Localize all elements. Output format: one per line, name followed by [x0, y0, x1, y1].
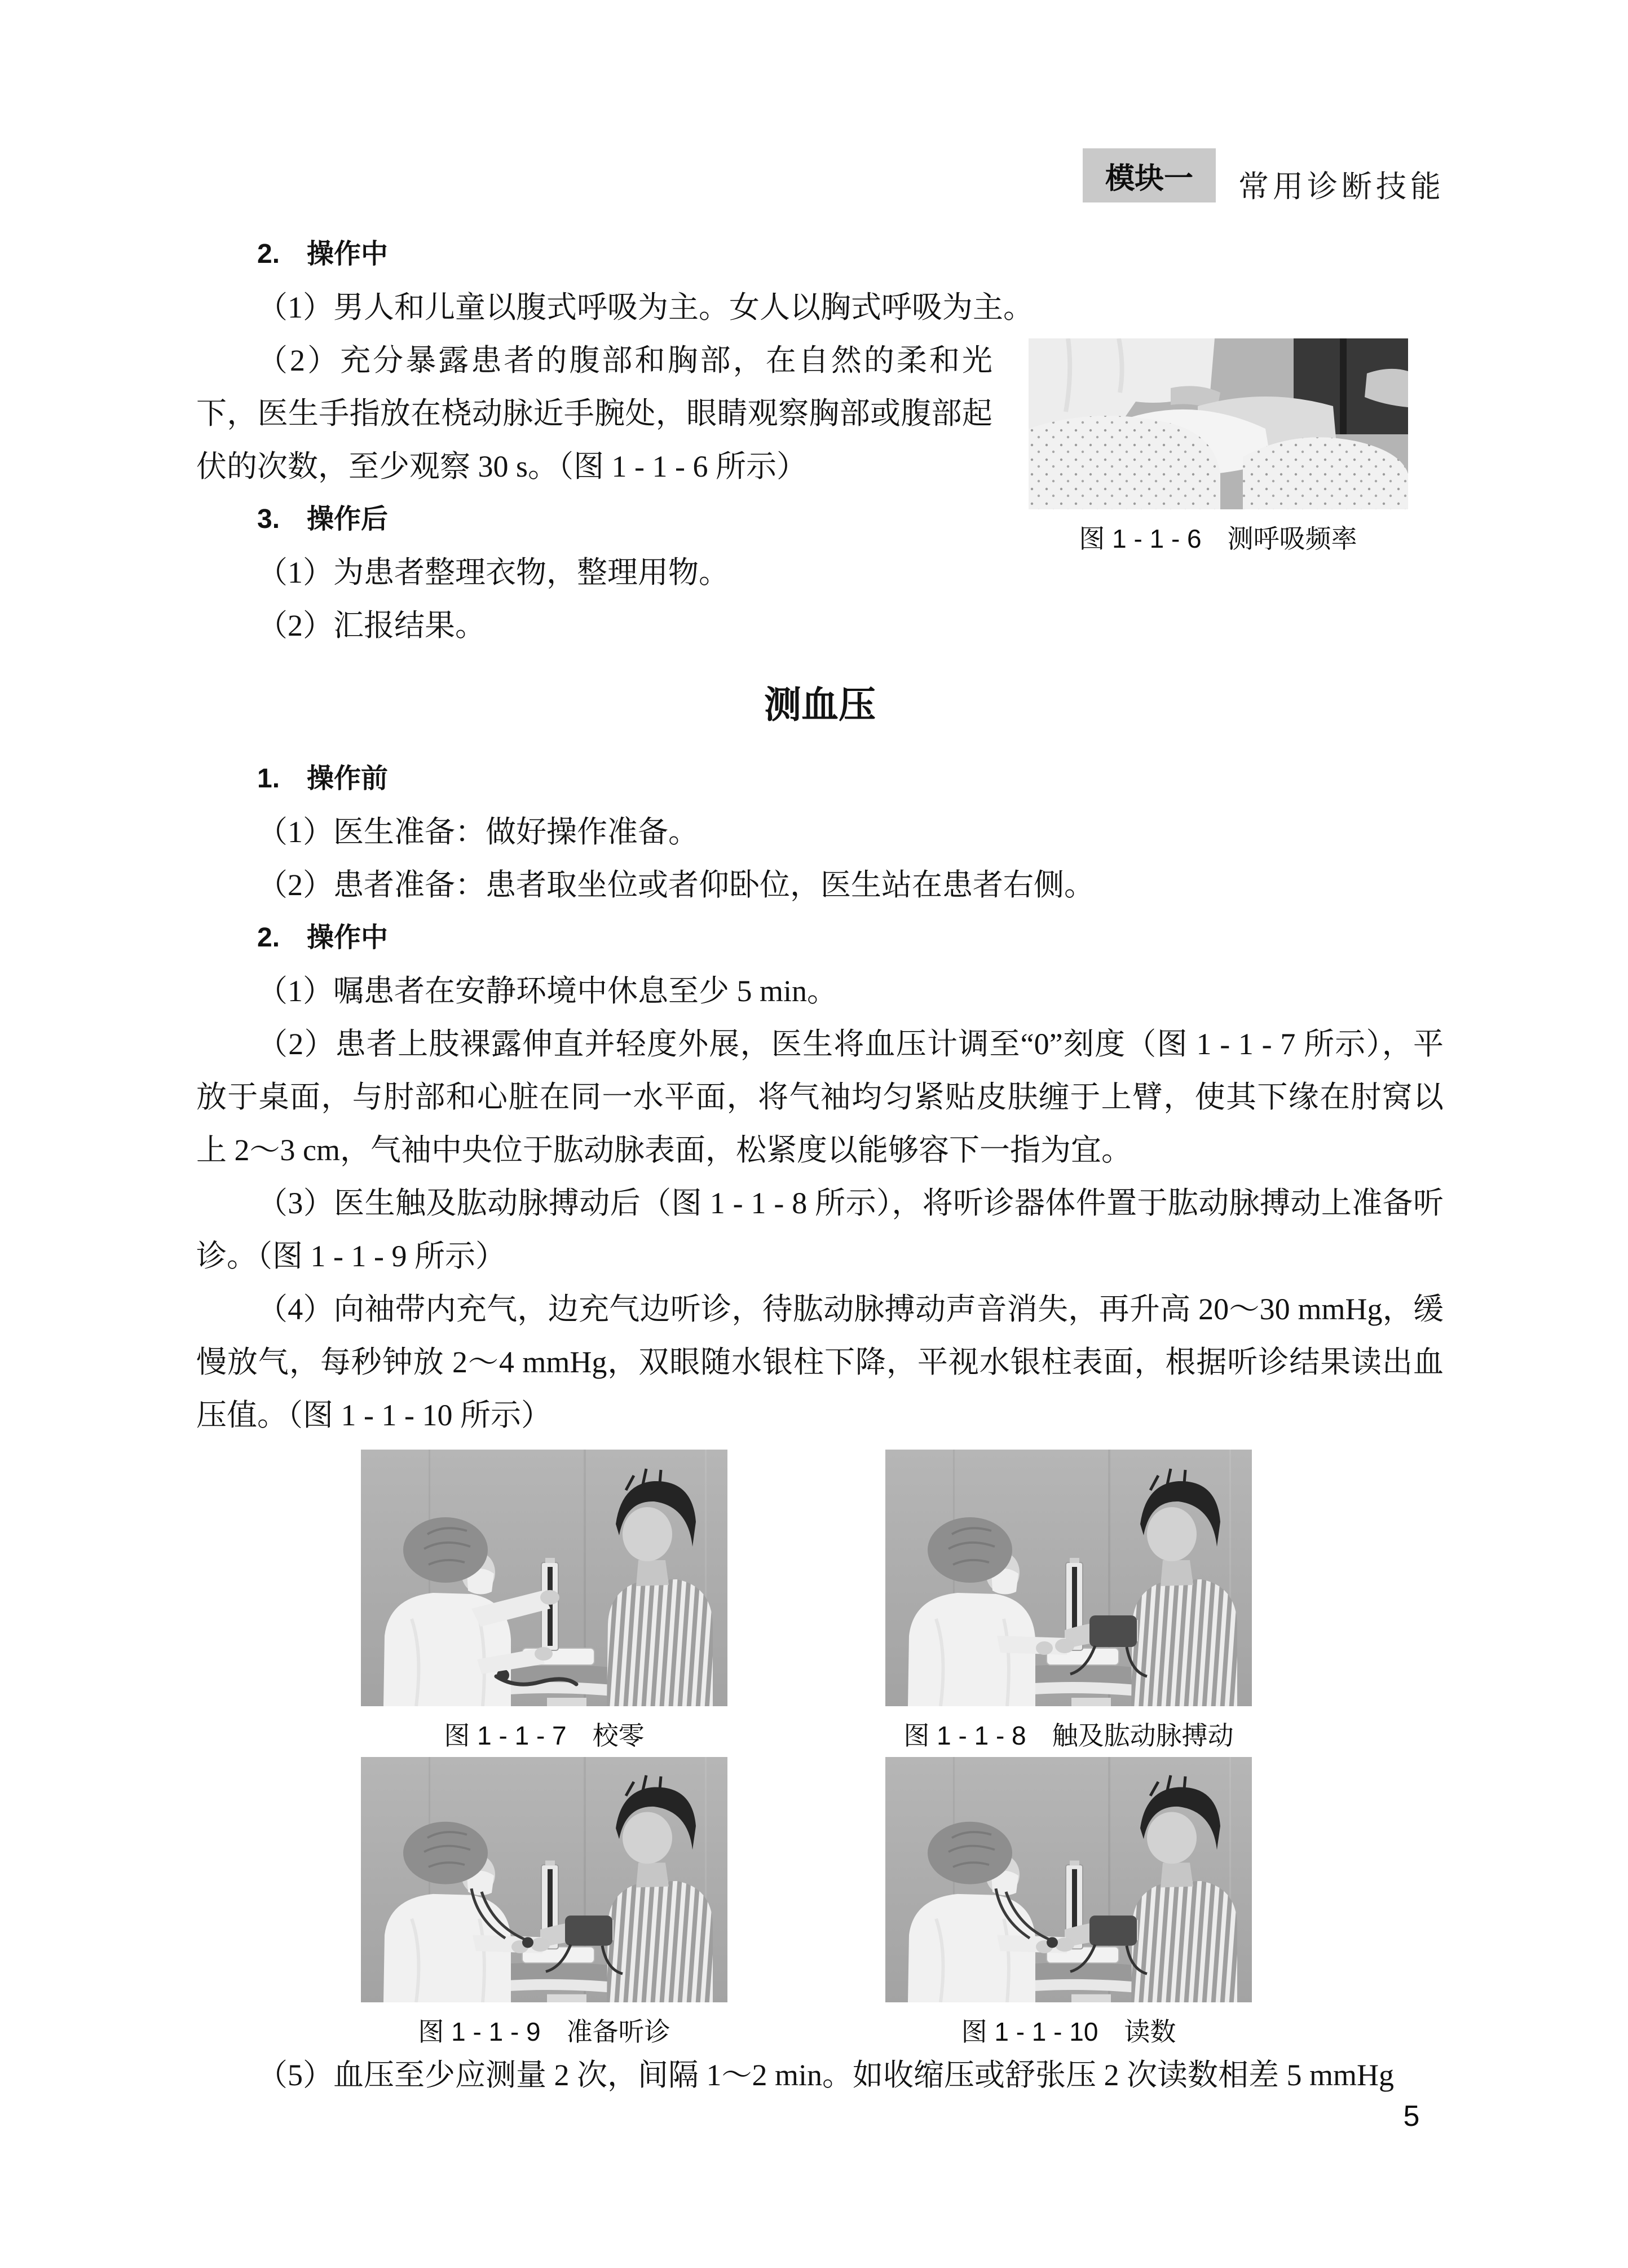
- header-module-label: 模块一: [1105, 162, 1193, 195]
- para-bp-2: （2）患者准备：患者取坐位或者仰卧位，医生站在患者右侧。: [257, 868, 1095, 902]
- figure-1-1-7-photo: [361, 1450, 727, 1706]
- heading-resp-during: 2. 操作中: [257, 239, 389, 269]
- para-bp-7: （5）血压至少应测量 2 次，间隔 1～2 min。如收缩压或舒张压 2 次读数相差 5 mmHg: [257, 2058, 1395, 2092]
- figure-1-1-9-caption: 图 1 - 1 - 9 准备听诊: [418, 2017, 670, 2046]
- respiration-measurement-photo: [1029, 338, 1408, 509]
- figure-1-1-7: [361, 1450, 727, 1752]
- figure-1-1-8-caption: 图 1 - 1 - 8 触及肱动脉搏动: [903, 1721, 1234, 1750]
- header-module-badge: [1083, 148, 1216, 202]
- bp-photo-grid: [361, 1450, 1252, 2049]
- bp-palpation-photo: [885, 1450, 1252, 1706]
- page-body: [196, 228, 1444, 2102]
- figure-1-1-10-caption: 图 1 - 1 - 10 读数: [961, 2017, 1176, 2046]
- figure-1-1-8-photo: [885, 1450, 1252, 1706]
- figure-1-1-10: [885, 1757, 1252, 2049]
- heading-resp-after: 3. 操作后: [257, 504, 389, 534]
- figure-1-1-8: [885, 1450, 1252, 1752]
- para-bp-3: （1）嘱患者在安静环境中休息至少 5 min。: [257, 974, 838, 1008]
- para-resp-3: （1）为患者整理衣物，整理用物。: [257, 556, 729, 589]
- figure-1-1-6: [992, 338, 1444, 556]
- para-bp-5: （3）医生触及肱动脉搏动后（图 1 - 1 - 8 所示），将听诊器体件置于肱动脉搏动上准备听诊。（图 1 - 1 - 9 所示）: [196, 1186, 1444, 1273]
- figure-1-1-6-photo: [1029, 338, 1408, 509]
- heading-bp-during: 2. 操作中: [257, 923, 389, 953]
- para-resp-1: （1）男人和儿童以腹式呼吸为主。女人以胸式呼吸为主。: [257, 290, 1034, 324]
- bp-auscultation-prep-photo: [361, 1757, 727, 2002]
- figure-1-1-9: [361, 1757, 727, 2049]
- figure-1-1-9-photo: [361, 1757, 727, 2002]
- figure-1-1-6-caption: 图 1 - 1 - 6 测呼吸频率: [1079, 524, 1357, 553]
- header-chapter-title: 常用诊断技能: [1238, 170, 1445, 204]
- bp-reading-photo: [885, 1757, 1252, 2002]
- bp-zeroing-photo: [361, 1450, 727, 1706]
- figure-1-1-7-caption: 图 1 - 1 - 7 校零: [444, 1721, 645, 1750]
- para-bp-1: （1）医生准备：做好操作准备。: [257, 815, 699, 849]
- para-bp-6: （4）向袖带内充气，边充气边听诊，待肱动脉搏动声音消失，再升高 20～30 mmHg，缓慢放气，每秒钟放 2～4 mmHg，双眼随水银柱下降，平视水银柱表面，根据听诊结果读出血压值。（图 1 - 1 - 10 所示）: [196, 1292, 1444, 1432]
- para-resp-2: （2）充分暴露患者的腹部和胸部，在自然的柔和光下，医生手指放在桡动脉近手腕处，眼睛观察胸部或腹部起伏的次数，至少观察 30 s。（图 1 - 1 - 6 所示）: [196, 343, 992, 483]
- para-resp-4: （2）汇报结果。: [257, 609, 486, 642]
- figure-1-1-10-photo: [885, 1757, 1252, 2002]
- page-number: 5: [1403, 2100, 1420, 2133]
- para-bp-4: （2）患者上肢裸露伸直并轻度外展，医生将血压计调至“0”刻度（图 1 - 1 - 7 所示），平放于桌面，与肘部和心脏在同一水平面，将气袖均匀紧贴皮肤缠于上臂，使其下缘在肘窝以上 2～3 cm，气袖中央位于肱动脉表面，松紧度以能够容下一指为宜。: [196, 1027, 1444, 1167]
- heading-bp-before: 1. 操作前: [257, 764, 389, 794]
- section-title-blood-pressure: 测血压: [764, 685, 876, 726]
